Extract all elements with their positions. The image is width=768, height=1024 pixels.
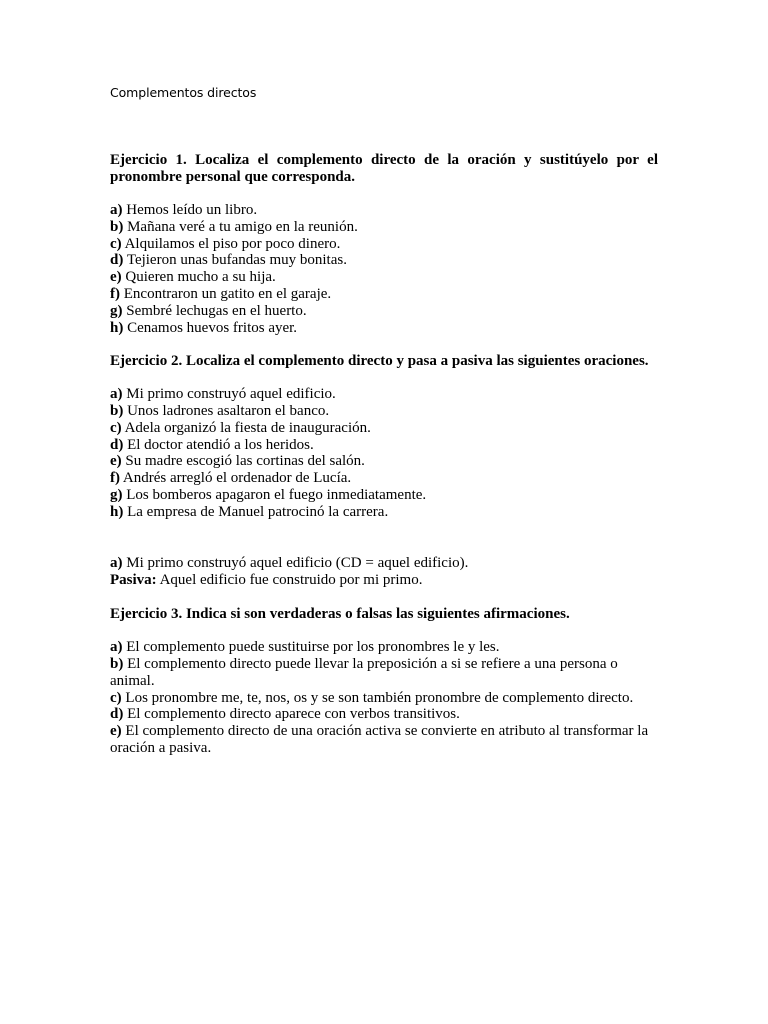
list-item: [110, 320, 658, 337]
item-text: Alquilamos el piso por poco dinero.: [121, 235, 341, 252]
list-item: [110, 453, 658, 470]
item-text: Tejieron unas bufandas muy bonitas.: [123, 252, 347, 269]
item-text: La empresa de Manuel patrocinó la carrera.: [123, 503, 389, 520]
item-letter: b): [110, 218, 124, 235]
item-letter: b): [110, 656, 124, 673]
example-sentence: [110, 555, 658, 572]
item-text: Su madre escogió las cortinas del salón.: [121, 453, 365, 470]
item-letter: b): [110, 403, 124, 420]
exercise-2: [110, 353, 658, 521]
exercise-2-list: [110, 386, 658, 520]
pasiva-label: Pasiva:: [110, 571, 157, 588]
item-text: Encontraron un gatito en el garaje.: [120, 286, 332, 303]
list-item: [110, 386, 658, 403]
list-item: [110, 403, 658, 420]
exercise-1-list: [110, 202, 658, 336]
exercise-2-example: [110, 555, 658, 589]
example-sentence-text: Mi primo construyó aquel edificio (CD = aquel edificio).: [122, 555, 469, 571]
item-letter: d): [110, 252, 124, 269]
list-item: [110, 420, 658, 437]
exercise-1-heading: Ejercicio 1. Localiza el complemento directo de la oración y sustitúyelo por el pronombre personal que corresponda.: [110, 152, 658, 185]
item-letter: e): [110, 453, 122, 470]
item-text: Los pronombre me, te, nos, os y se son también pronombre de complemento directo.: [121, 689, 634, 706]
item-text: Unos ladrones asaltaron el banco.: [123, 403, 330, 420]
list-item: [110, 286, 658, 303]
list-item: [110, 639, 658, 656]
item-letter: d): [110, 436, 124, 453]
item-letter: c): [110, 419, 122, 436]
item-text: Sembré lechugas en el huerto.: [122, 302, 307, 319]
item-text: Mañana veré a tu amigo en la reunión.: [123, 218, 358, 235]
item-letter: e): [110, 723, 122, 740]
item-text: Cenamos huevos fritos ayer.: [123, 319, 298, 336]
list-item: [110, 303, 658, 320]
document-page: [110, 0, 658, 1024]
item-letter: g): [110, 302, 123, 319]
list-item: [110, 487, 658, 504]
exercise-3: [110, 606, 658, 757]
exercise-2-heading: Ejercicio 2. Localiza el complemento directo y pasa a pasiva las siguientes oraciones.: [110, 353, 649, 369]
item-letter: a): [110, 386, 123, 403]
item-letter: h): [110, 503, 124, 520]
document-title: Complementos directos: [110, 85, 257, 100]
item-text: Hemos leído un libro.: [122, 202, 258, 219]
exercise-3-list: [110, 639, 658, 757]
item-letter: g): [110, 487, 123, 504]
list-item: [110, 504, 658, 521]
list-item: [110, 202, 658, 219]
item-letter: a): [110, 639, 123, 656]
item-letter: a): [110, 202, 123, 219]
item-text: El complemento puede sustituirse por los pronombres le y les.: [122, 639, 500, 656]
item-text: Los bomberos apagaron el fuego inmediatamente.: [122, 487, 427, 504]
item-letter: c): [110, 235, 122, 252]
item-text: Mi primo construyó aquel edificio.: [122, 386, 336, 403]
list-item: [110, 470, 658, 487]
item-letter: d): [110, 706, 124, 723]
list-item: [110, 690, 658, 707]
item-text: Andrés arregló el ordenador de Lucía.: [120, 470, 352, 487]
item-text: El complemento directo puede llevar la preposición a si se refiere a una persona o animal.: [110, 656, 618, 689]
list-item: [110, 437, 658, 454]
item-letter: e): [110, 269, 122, 286]
item-text: El doctor atendió a los heridos.: [123, 436, 314, 453]
list-item: [110, 236, 658, 253]
item-text: El complemento directo de una oración activa se convierte en atributo al transformar la oración a pasiva.: [110, 723, 649, 757]
list-item: [110, 252, 658, 269]
list-item: [110, 656, 658, 690]
list-item: [110, 269, 658, 286]
exercise-1: [110, 152, 658, 336]
item-text: Adela organizó la fiesta de inauguración.: [121, 419, 371, 436]
item-letter: f): [110, 470, 120, 487]
list-item: [110, 723, 658, 757]
list-item: [110, 706, 658, 723]
item-letter: f): [110, 286, 120, 303]
item-text: Quieren mucho a su hija.: [121, 269, 276, 286]
item-letter: c): [110, 689, 122, 706]
item-letter: h): [110, 319, 124, 336]
example-pasiva: [110, 572, 658, 589]
item-text: El complemento directo aparece con verbos transitivos.: [123, 706, 460, 723]
pasiva-text: Aquel edificio fue construido por mi primo.: [156, 571, 423, 588]
item-letter: a): [110, 555, 123, 571]
exercise-3-heading: Ejercicio 3. Indica si son verdaderas o falsas las siguientes afirmaciones.: [110, 606, 570, 622]
list-item: [110, 219, 658, 236]
